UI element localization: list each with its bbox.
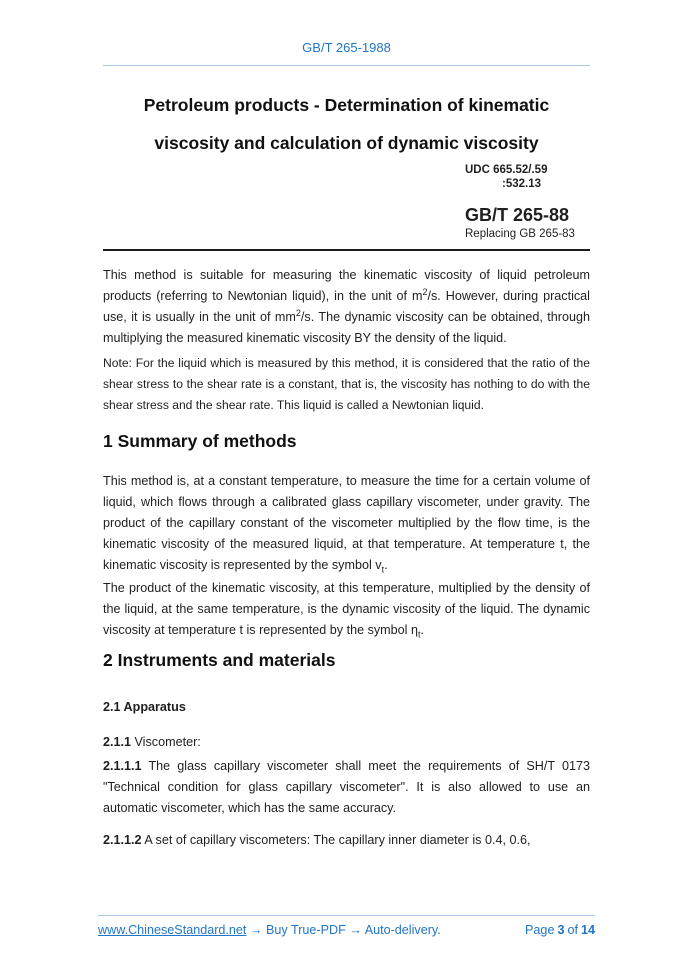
page-indicator <box>522 923 595 937</box>
page-footer <box>98 915 595 937</box>
section-2-heading: 2 Instruments and materials <box>103 650 336 670</box>
intro-text-a: This method is suitable for measuring the kinematic viscosity of liquid petroleum products (referring to Newtonian liquid), in the unit of m <box>103 268 590 303</box>
s1p1-text-b: . <box>384 558 388 572</box>
udc-code-line2: :532.13 <box>502 178 542 190</box>
header-doc-code: GB/T 265-1988 <box>302 40 391 55</box>
standard-code: GB/T 265-88 <box>465 205 570 225</box>
squared-superscript: 2 <box>422 286 428 297</box>
clause-number: 2.1.1.1 <box>103 759 142 773</box>
clause-2-1-1-1 <box>103 756 590 819</box>
clause-2-1-1-2 <box>103 830 590 851</box>
total-page-number: 14 <box>580 923 595 937</box>
document-title-line1: Petroleum products - Determination of kinematic <box>143 95 550 115</box>
chinesestandard-link[interactable]: www.ChineseStandard.net <box>98 923 247 937</box>
section-2-1-heading: 2.1 Apparatus <box>103 700 186 714</box>
section-1-paragraph-2 <box>103 578 590 641</box>
document-title-line2: viscosity and calculation of dynamic viscosity <box>154 133 539 153</box>
clause-text: A set of capillary viscometers: The capillary inner diameter is 0.4, 0.6, <box>141 833 531 847</box>
of-label: of <box>567 923 578 937</box>
udc-code-line1: UDC 665.52/.59 <box>465 164 548 176</box>
clause-text: Viscometer: <box>131 735 201 749</box>
standard-meta-block <box>465 163 590 241</box>
footer-tagline <box>98 923 441 937</box>
s1p2-text-a: The product of the kinematic viscosity, at this temperature, multiplied by the density of the liquid, at the same temperature, is the dynamic viscosity of the liquid. The dynamic viscosity at temperature t is represented by the symbol η <box>103 581 590 637</box>
clause-number: 2.1.1 <box>103 735 132 749</box>
squared-superscript: 2 <box>295 307 301 318</box>
title-divider <box>103 249 590 251</box>
current-page-number: 3 <box>557 923 565 937</box>
s1p2-text-b: . <box>420 623 425 637</box>
clause-number: 2.1.1.2 <box>103 833 142 847</box>
page-label: Page <box>525 923 555 937</box>
section-1-heading: 1 Summary of methods <box>103 431 297 451</box>
header-divider <box>103 65 590 66</box>
clause-2-1-1 <box>103 732 590 753</box>
replacing-note: Replacing GB 265-83 <box>465 228 575 240</box>
intro-text-b: /s. However, during practical use, it is usually in the unit of mm <box>103 289 590 324</box>
note-paragraph: Note: For the liquid which is measured by this method, it is considered that the ratio of the shear stress to the shear rate is a constant, that is, the viscosity has nothing to do with the shear stress and the shear rate. This liquid is called a Newtonian liquid. <box>103 356 590 412</box>
s1p1-text-a: This method is, at a constant temperature, to measure the time for a certain volume of liquid, which flows through a calibrated glass capillary viscometer, under gravity. The product of the capillary constant of the viscometer multiplied by the flow time, is the kinematic viscosity of the measured liquid, at that temperature. At temperature t, the kinematic viscosity is represented by the symbol v <box>103 474 590 572</box>
intro-text-c: /s. The dynamic viscosity can be obtained, through multiplying the measured kinematic viscosity BY the density of the liquid. <box>103 310 590 345</box>
subscript-t: t <box>418 629 421 640</box>
section-1-paragraph-1 <box>103 471 590 576</box>
document-title <box>103 86 590 162</box>
footer-tagline-text: → Buy True-PDF → Auto-delivery. <box>246 923 441 937</box>
clause-text: The glass capillary viscometer shall meet the requirements of SH/T 0173 "Technical condition for glass capillary viscometer". It is also allowed to use an automatic viscometer, which has the same accuracy. <box>103 759 590 815</box>
intro-paragraph <box>103 265 590 349</box>
subscript-t: t <box>381 564 385 575</box>
